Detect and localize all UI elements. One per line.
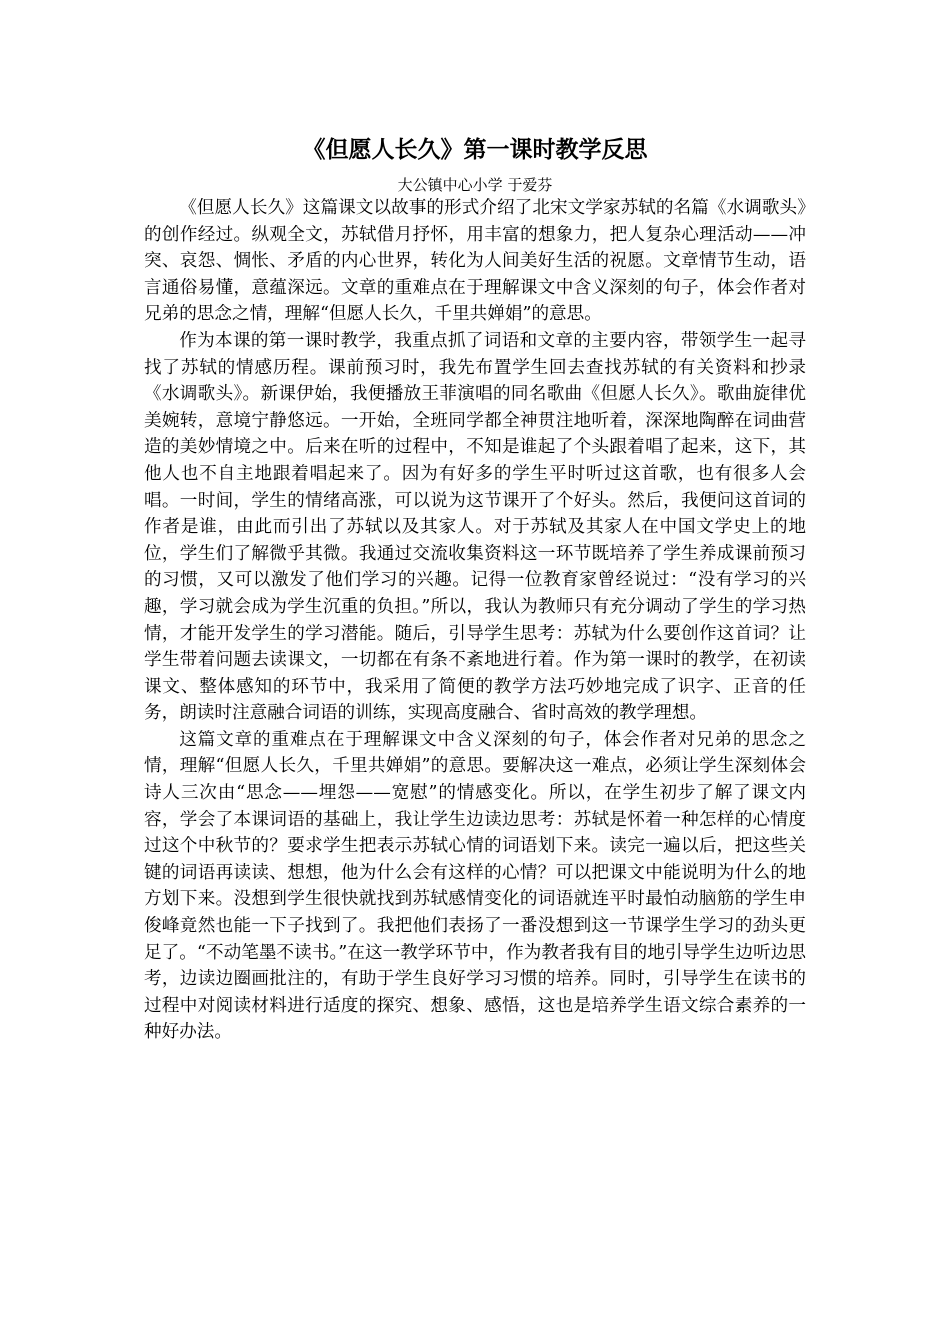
document-author: 大公镇中心小学 于爱芬: [397, 176, 553, 194]
paragraph-1: 《但愿人长久》这篇课文以故事的形式介绍了北宋文学家苏轼的名篇《水调歌头》的创作经过。纵观全文，苏轼借月抒怀，用丰富的想象力，把人复杂心理活动——冲突、哀怨、惆怅、矛盾的内心世界，转化为人间美好生活的祝愿。文章情节生动，语言通俗易懂，意蕴深远。文章的重难点在于理解课文中含义深刻的句子，体会作者对兄弟的思念之情，理解“但愿人长久，千里共婵娟”的意思。: [144, 198, 806, 325]
paragraph-2: 作为本课的第一课时教学，我重点抓了词语和文章的主要内容，带领学生一起寻找了苏轼的情感历程。课前预习时，我先布置学生回去查找苏轼的有关资料和抄录《水调歌头》。新课伊始，我便播放王菲演唱的同名歌曲《但愿人长久》。歌曲旋律优美婉转，意境宁静悠远。一开始，全班同学都全神贯注地听着，深深地陶醉在词曲营造的美妙情境之中。后来在听的过程中，不知是谁起了个头跟着唱了起来，这下，其他人也不自主地跟着唱起来了。因为有好多的学生平时听过这首歌，也有很多人会唱。一时间，学生的情绪高涨，可以说为这节课开了个好头。然后，我便问这首词的作者是谁，由此而引出了苏轼以及其家人。对于苏轼及其家人在中国文学史上的地位，学生们了解微乎其微。我通过交流收集资料这一环节既培养了学生养成课前预习的习惯，又可以激发了他们学习的兴趣。记得一位教育家曾经说过：“没有学习的兴趣，学习就会成为学生沉重的负担。”所以，我认为教师只有充分调动了学生的学习热情，才能开发学生的学习潜能。随后，引导学生思考：苏轼为什么要创作这首词？让学生带着问题去读课文，一切都在有条不紊地进行着。作为第一课时的教学，在初读课文、整体感知的环节中，我采用了简便的教学方法巧妙地完成了识字、正音的任务，朗读时注意融合词语的训练，实现高度融合、省时高效的教学理想。: [144, 330, 806, 724]
paragraph-3: 这篇文章的重难点在于理解课文中含义深刻的句子，体会作者对兄弟的思念之情，理解“但愿人长久，千里共婵娟”的意思。要解决这一难点，必须让学生深刻体会诗人三次由“思念——埋怨——宽慰”的情感变化。所以，在学生初步了解了课文内容，学会了本课词语的基础上，我让学生边读边思考：苏轼是怀着一种怎样的心情度过这个中秋节的？要求学生把表示苏轼心情的词语划下来。读完一遍以后，把这些关键的词语再读读、想想，他为什么会有这样的心情？可以把课文中能说明为什么的地方划下来。没想到学生很快就找到苏轼感情变化的词语就连平时最怕动脑筋的学生申俊峰竟然也能一下子找到了。我把他们表扬了一番没想到这一节课学生学习的劲头更足了。“不动笔墨不读书。”在这一教学环节中，作为教者我有目的地引导学生边听边思考，边读边圈画批注的，有助于学生良好学习习惯的培养。同时，引导学生在读书的过程中对阅读材料进行适度的探究、想象、感悟，这也是培养学生语文综合素养的一种好办法。: [144, 729, 806, 1043]
document-title: 《但愿人长久》第一课时教学反思: [302, 137, 648, 163]
document-page: [144, 133, 806, 1046]
